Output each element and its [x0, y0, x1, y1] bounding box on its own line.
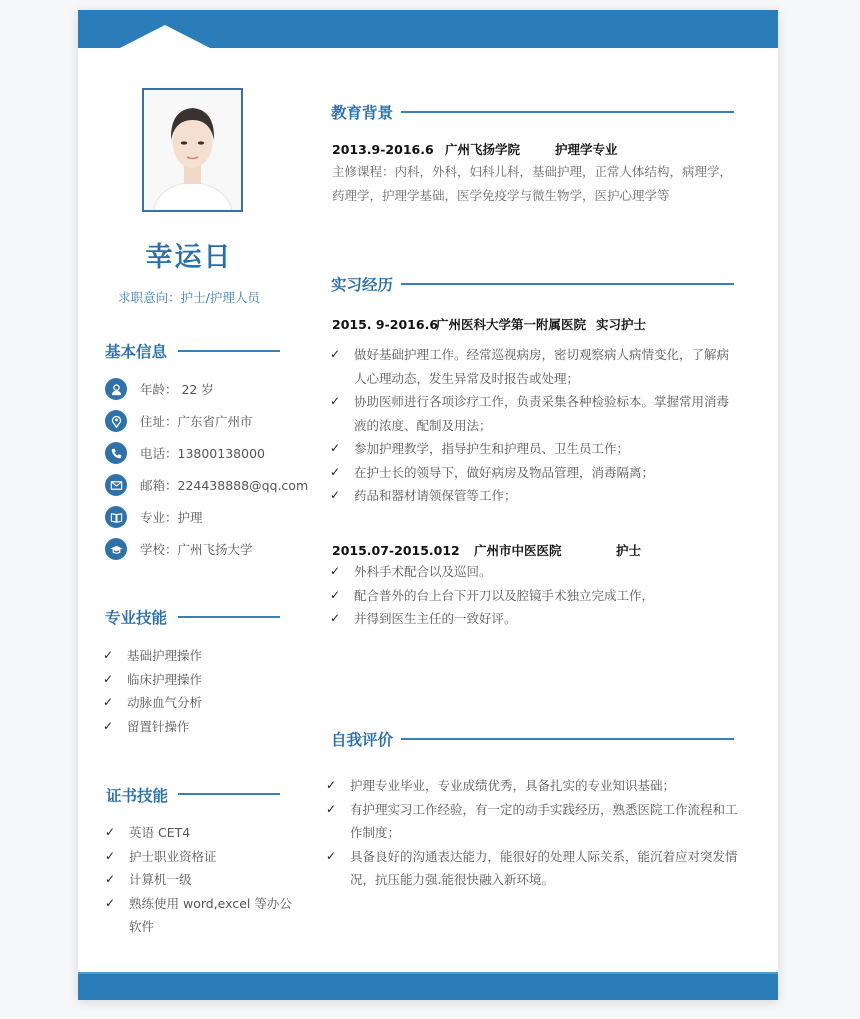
education-period: 2013.9-2016.6 — [332, 142, 434, 157]
education-divider — [401, 111, 734, 113]
check-icon: ✓ — [105, 872, 116, 886]
internship-entry-1-head — [332, 315, 646, 333]
education-title: 教育背景 — [331, 104, 394, 122]
check-icon: ✓ — [326, 801, 337, 816]
graduation-cap-icon — [105, 538, 127, 560]
certificates-divider — [178, 793, 280, 795]
list-item: ✓ 英语 CET4 — [105, 821, 295, 845]
list-item: ✓ 协助医师进行各项诊疗工作，负责采集各种检验标本。掌握常用消毒液的浓度、配制及用法； — [330, 390, 740, 437]
person-icon — [105, 378, 127, 400]
list-item: ✓ 有护理实习工作经验，有一定的动手实践经历，熟悉医院工作流程和工作制度； — [326, 798, 738, 845]
candidate-name: 幸运日 — [145, 242, 233, 273]
education-entry-head — [332, 140, 618, 158]
resume-page — [78, 10, 778, 1000]
list-item: ✓ 并得到医生主任的一致好评。 — [330, 607, 740, 631]
education-courses: 主修课程：内科，外科，妇科儿科，基础护理，正常人体结构，病理学，药理学，护理学基础，医学免疫学与微生物学，医护心理学等 — [332, 164, 733, 203]
list-item: ✓ 护理专业毕业，专业成绩优秀，具备扎实的专业知识基础； — [326, 774, 738, 798]
job-intent: 求职意向：护士/护理人员 — [118, 290, 260, 305]
skills-title: 专业技能 — [105, 609, 168, 627]
list-item: ✓ 在护士长的领导下，做好病房及物品管理，消毒隔离； — [330, 461, 740, 485]
internship-2-duties — [330, 560, 740, 631]
self-eval-title: 自我评价 — [331, 731, 394, 749]
info-address: 住址：广东省广州市 — [105, 410, 253, 432]
check-icon: ✓ — [330, 464, 341, 479]
self-eval-list — [326, 774, 738, 892]
internship-2-role: 护士 — [616, 543, 642, 558]
check-icon: ✓ — [330, 441, 341, 455]
check-icon: ✓ — [330, 564, 341, 578]
list-item: ✓ 临床护理操作 — [103, 668, 293, 692]
list-item: ✓ 动脉血气分析 — [103, 691, 293, 715]
check-icon: ✓ — [103, 718, 114, 733]
internship-title: 实习经历 — [331, 276, 394, 294]
check-icon: ✓ — [103, 695, 114, 709]
internship-1-org: 广州医科大学第一附属医院 — [436, 317, 587, 332]
check-icon: ✓ — [330, 347, 341, 361]
info-age: 年龄： 22 岁 — [105, 378, 214, 400]
header-notch — [118, 25, 212, 49]
internship-1-role: 实习护士 — [596, 317, 647, 332]
portrait-image — [144, 90, 241, 210]
footer-band — [78, 972, 778, 1000]
internship-1-period: 2015. 9-2016.6 — [332, 317, 439, 332]
list-item: ✓ 配合普外的台上台下开刀以及腔镜手术独立完成工作， — [330, 584, 740, 608]
list-item: ✓ 药品和器材请领保管等工作； — [330, 484, 740, 508]
check-icon: ✓ — [103, 671, 114, 686]
check-icon: ✓ — [330, 587, 341, 602]
list-item: ✓ 熟练使用 word,excel 等办公软件 — [105, 892, 295, 939]
internship-1-duties — [330, 343, 740, 508]
list-item: ✓ 做好基础护理工作。经常巡视病房，密切观察病人病情变化，了解病人心理动态，发生异常及时报告或处理； — [330, 343, 740, 390]
list-item: ✓ 计算机一级 — [105, 868, 295, 892]
info-email: 邮箱：224438888@qq.com — [105, 474, 308, 496]
list-item: ✓ 基础护理操作 — [103, 644, 293, 668]
check-icon: ✓ — [326, 848, 337, 863]
mail-icon — [105, 474, 127, 496]
phone-icon — [105, 442, 127, 464]
self-eval-divider — [401, 738, 734, 740]
skills-list — [103, 644, 293, 738]
info-school: 学校：广州飞扬大学 — [105, 538, 253, 560]
list-item: ✓ 参加护理教学，指导护生和护理员、卫生员工作； — [330, 437, 740, 461]
basic-info-divider — [178, 350, 280, 352]
check-icon: ✓ — [105, 825, 116, 839]
check-icon: ✓ — [330, 488, 341, 502]
certificates-title: 证书技能 — [106, 787, 169, 805]
info-major: 专业：护理 — [105, 506, 203, 528]
book-icon — [105, 506, 127, 528]
basic-info-title: 基本信息 — [105, 343, 168, 361]
check-icon: ✓ — [105, 895, 116, 910]
profile-photo — [142, 88, 243, 212]
education-school: 广州飞扬学院 — [445, 142, 521, 157]
internship-2-period: 2015.07-2015.012 — [332, 543, 460, 558]
list-item: ✓ 护士职业资格证 — [105, 845, 295, 869]
internship-2-org: 广州市中医医院 — [474, 543, 562, 558]
internship-divider — [401, 283, 734, 285]
location-pin-icon — [105, 410, 127, 432]
list-item: ✓ 外科手术配合以及巡回。 — [330, 560, 740, 584]
skills-divider — [178, 616, 280, 618]
internship-entry-2-head — [332, 541, 641, 559]
list-item: ✓ 具备良好的沟通表达能力，能很好的处理人际关系，能沉着应对突发情况，抗压能力强.能很快融入新环境。 — [326, 845, 738, 892]
check-icon: ✓ — [326, 778, 337, 792]
education-major: 护理学专业 — [555, 142, 618, 157]
check-icon: ✓ — [103, 648, 114, 662]
check-icon: ✓ — [330, 611, 341, 625]
check-icon: ✓ — [105, 848, 116, 863]
info-phone: 电话：13800138000 — [105, 442, 265, 464]
check-icon: ✓ — [330, 394, 341, 408]
certificates-list — [105, 821, 295, 939]
list-item: ✓ 留置针操作 — [103, 715, 293, 739]
